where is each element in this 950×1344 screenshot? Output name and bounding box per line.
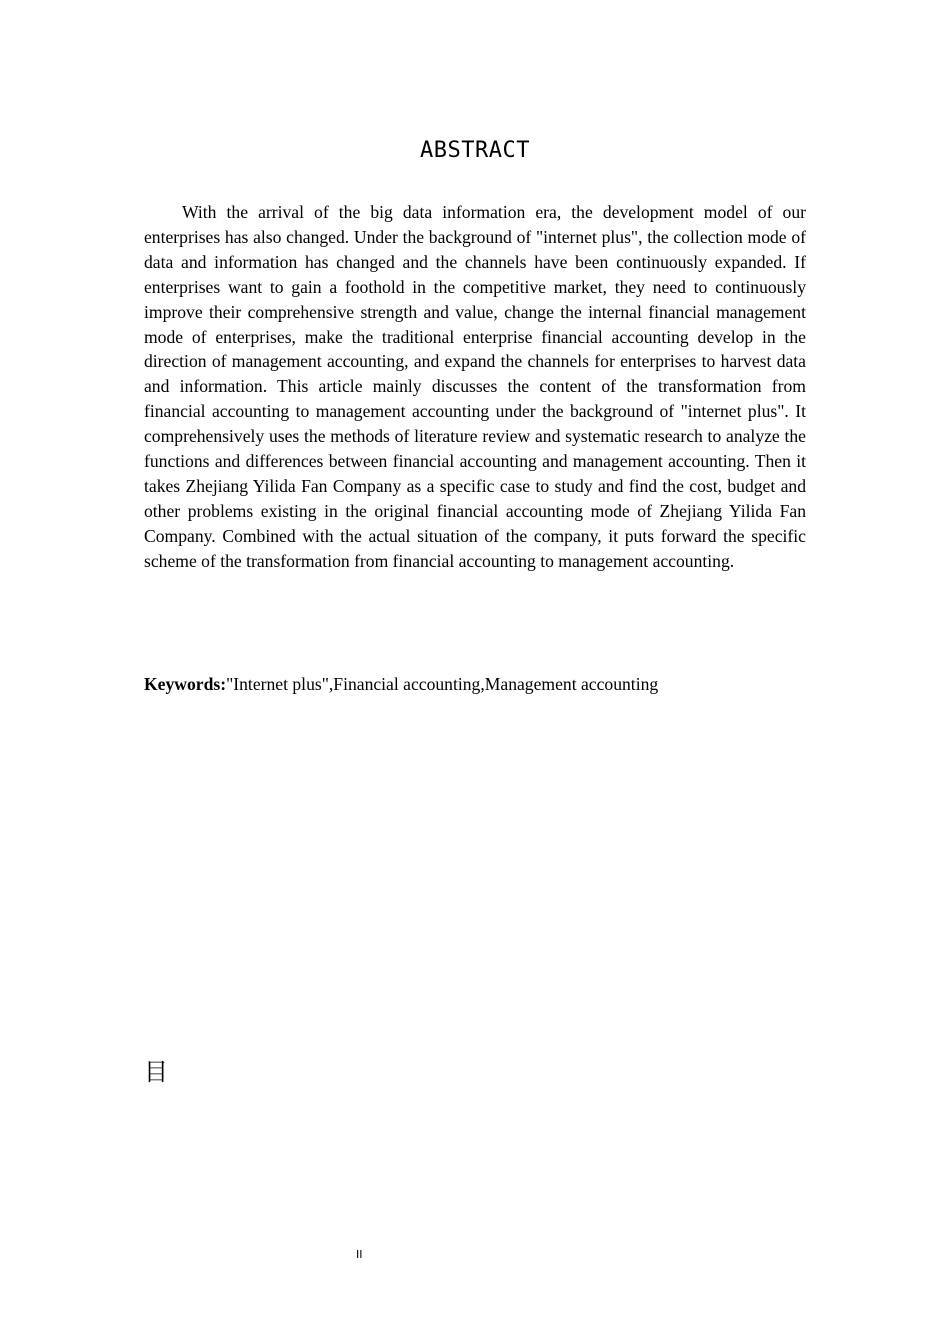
abstract-paragraph: With the arrival of the big data information era, the development model of our enterprises has also changed. Under the background of "internet plus", the collection mode of data and information has changed and the channels have been continuously expanded. If enterprises want to gain a foothold in the competitive market, they need to continuously improve their comprehensive strength and value, change the internal financial management mode of enterprises, make the traditional enterprise financial accounting develop in the direction of management accounting, and expand the channels for enterprises to harvest data and information. This article mainly discusses the content of the transformation from financial accounting to management accounting under the background of "internet plus". It comprehensively uses the methods of literature review and systematic research to analyze the functions and differences between financial accounting and management accounting. Then it takes Zhejiang Yilida Fan Company as a specific case to study and find the cost, budget and other problems existing in the original financial accounting mode of Zhejiang Yilida Fan Company. Combined with the actual situation of the company, it puts forward the specific scheme of the transformation from financial accounting to management accounting.	[144, 202, 806, 571]
keywords-label: Keywords:	[144, 674, 227, 694]
toc-heading: 目	[144, 1058, 168, 1086]
abstract-title: ABSTRACT	[420, 138, 530, 163]
page-number: II	[356, 1248, 363, 1261]
keywords-value: "Internet plus",Financial accounting,Management accounting	[226, 674, 659, 694]
keywords-line	[144, 672, 806, 697]
